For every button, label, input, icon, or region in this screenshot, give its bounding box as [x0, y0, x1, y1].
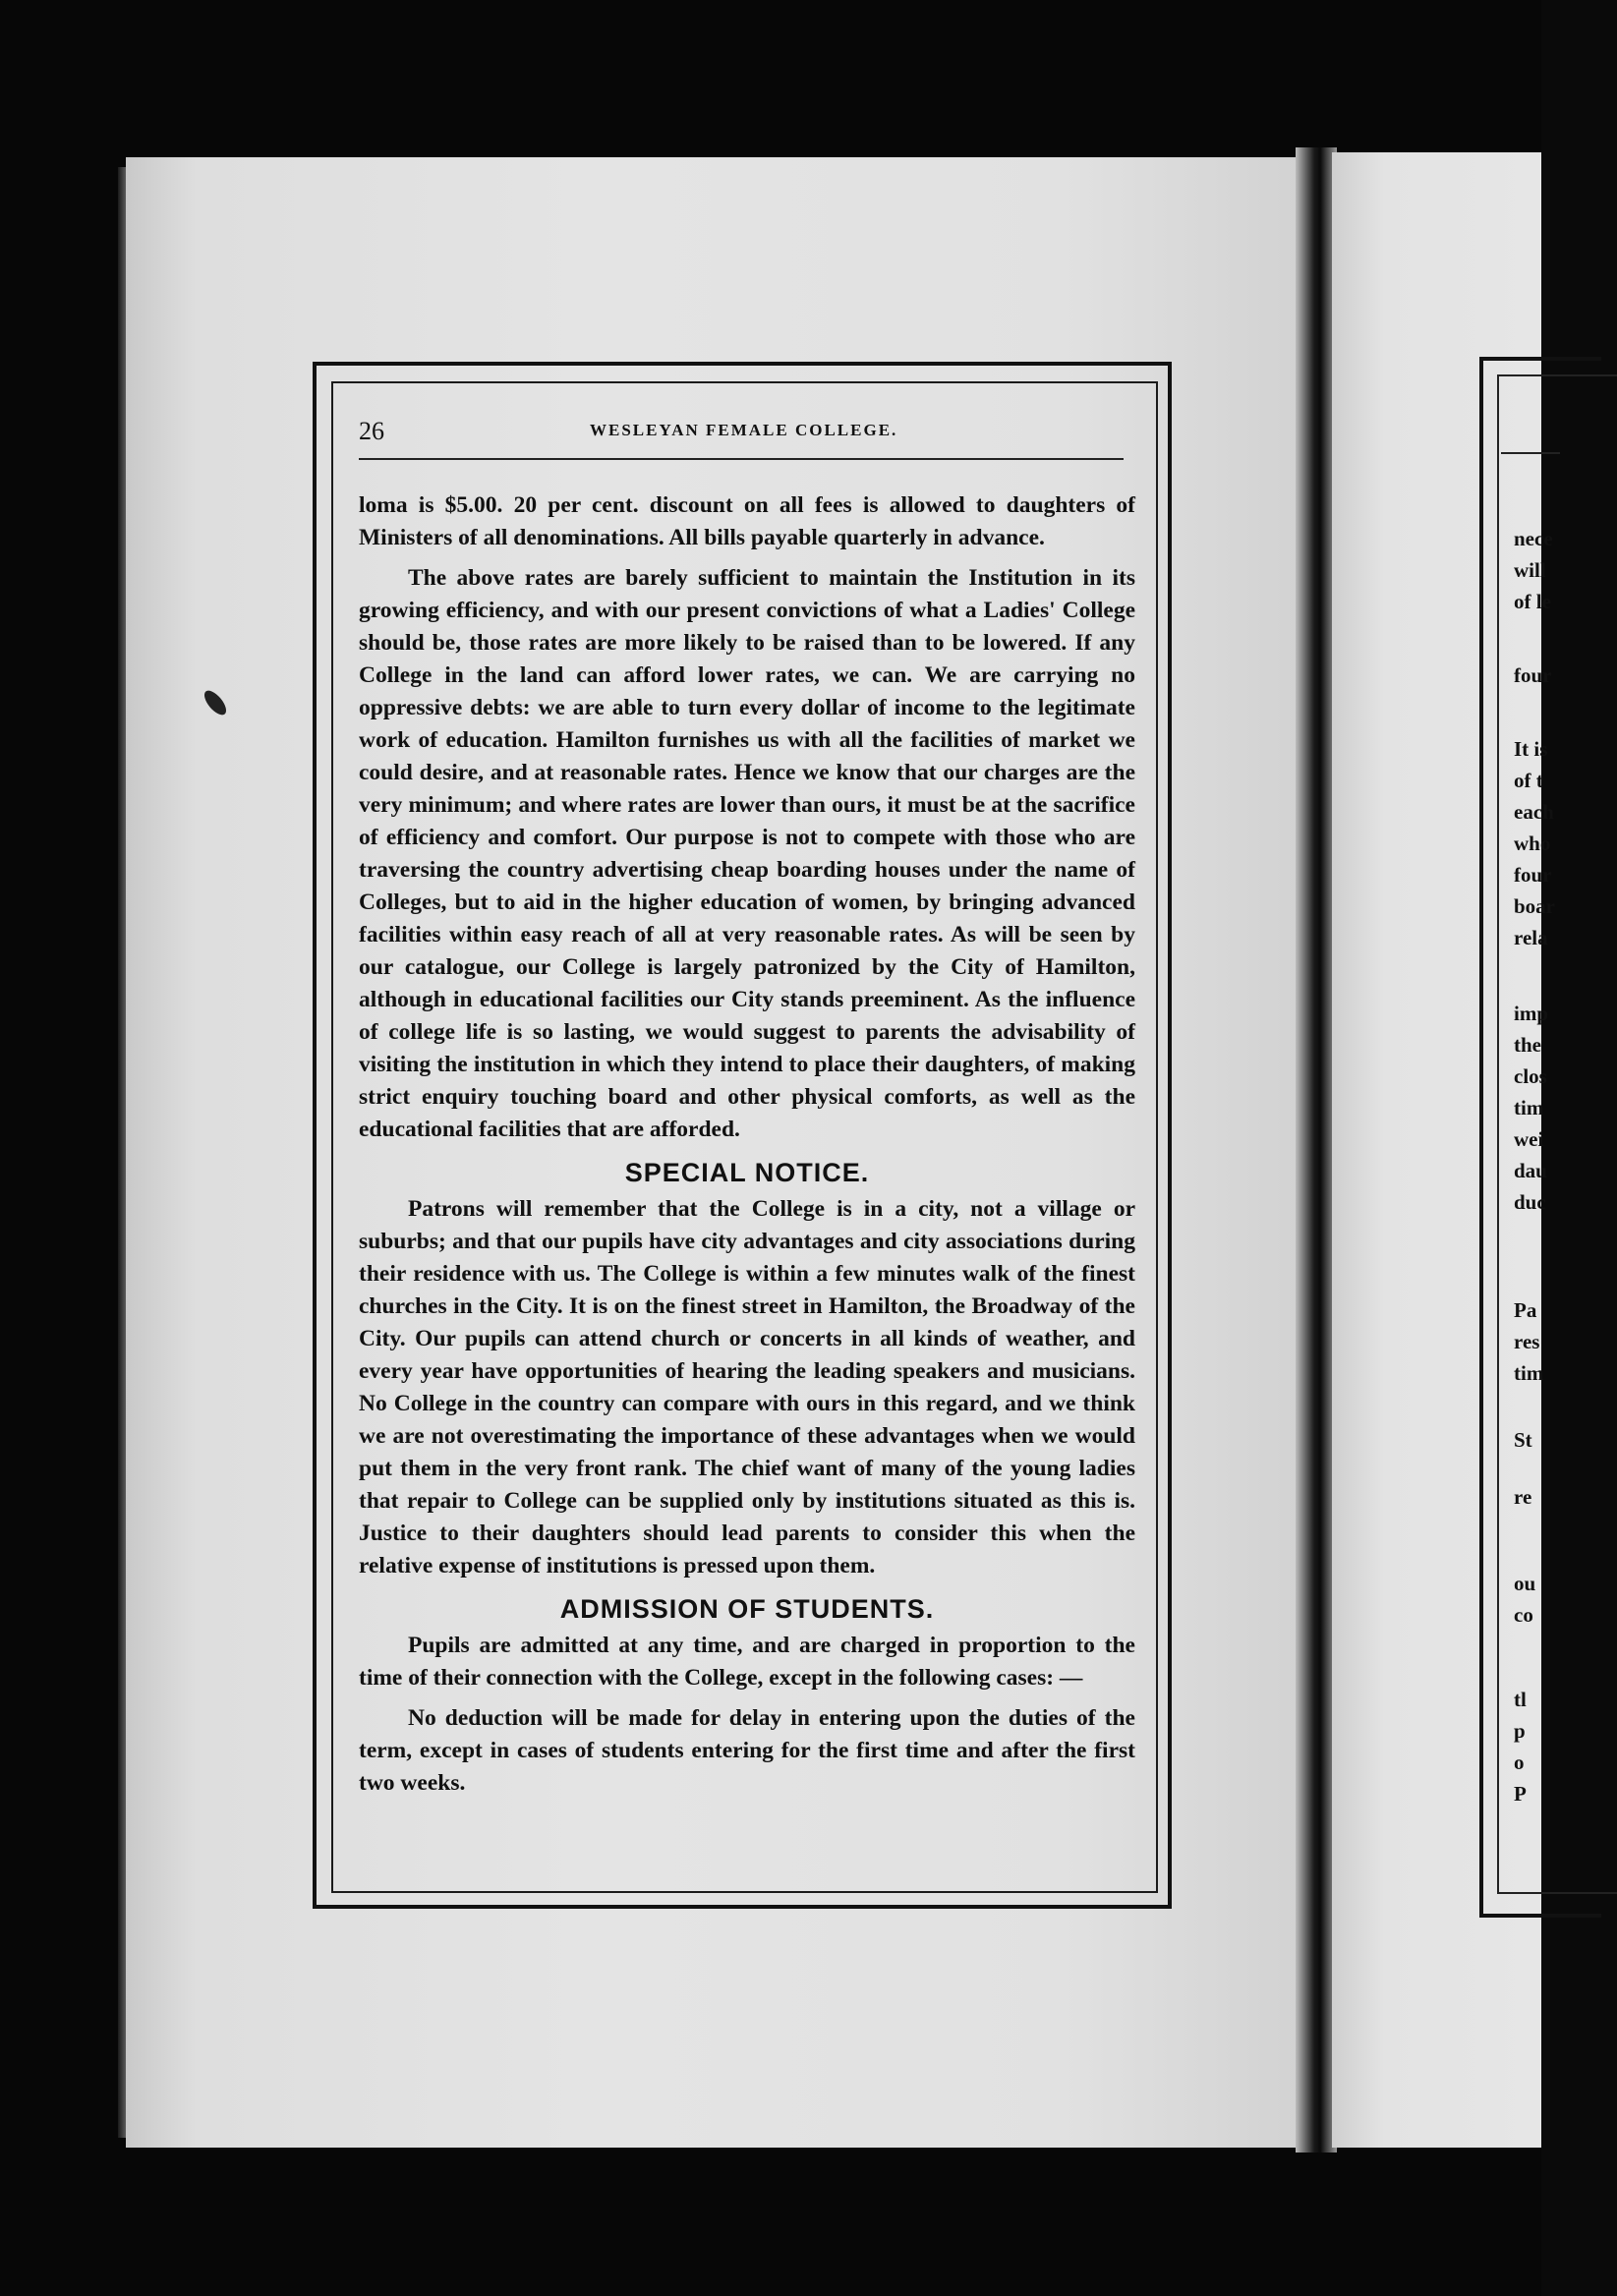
right-fragment: tim: [1514, 1361, 1544, 1385]
right-fragment: res: [1514, 1330, 1540, 1353]
right-fragment: P: [1514, 1782, 1527, 1806]
right-fragment: p: [1514, 1719, 1526, 1743]
right-fragment: re: [1514, 1485, 1532, 1509]
running-header: [359, 413, 1145, 452]
right-fragment: four: [1514, 863, 1552, 887]
paragraph: Patrons will remember that the College is in a city, not a village or suburbs; and that our pupils have city advantages and city associations during their residence with us. The College is within a few minutes walk of the finest churches in the City. It is on the finest street in Hamilton, the Broadway of the City. Our pupils can attend church or concerts in all kinds of weather, and every year have opportunities of hearing the leading speakers and musicians. No College in the country can compare with ours in this regard, and we think we are not overestimating the importance of these advantages when we would put them in the very front rank. The chief want of many of the young ladies that repair to College can be supplied only by institutions situated as this is. Justice to their daughters should lead parents to consider this when the relative expense of institutions is pressed upon them.: [359, 1196, 1135, 1578]
right-fragment: boar: [1514, 894, 1555, 918]
right-fragment: Pa: [1514, 1298, 1537, 1322]
right-fragment: wei: [1514, 1127, 1544, 1151]
page-content: [359, 413, 1145, 1800]
right-page: [1332, 152, 1555, 2148]
right-fragment: the: [1514, 1033, 1541, 1057]
right-fragment: nece: [1514, 527, 1553, 550]
body-text: [359, 489, 1135, 1800]
paragraph: loma is $5.00. 20 per cent. discount on all fees is allowed to daughters of Ministers of all denominations. All bills payable quarterly in advance.: [359, 492, 1135, 550]
section-heading-special-notice: SPECIAL NOTICE.: [624, 1158, 870, 1187]
right-page-head-rule: [1501, 452, 1560, 454]
section-heading-admission: ADMISSION OF STUDENTS.: [559, 1594, 935, 1624]
paragraph: The above rates are barely sufficient to maintain the Institution in its growing efficiency, and with our present convictions of what a Ladies' College should be, those rates are more likely to be raised than to be lowered. If any College in the land can afford lower rates, we can. We are carrying no oppressive debts: we are able to turn every dollar of income to the legitimate work of education. Hamilton furnishes us with all the facilities of market we could desire, and at reasonable rates. Hence we know that our charges are the very minimum; and where rates are lower than ours, it must be at the sacrifice of efficiency and comfort. Our purpose is not to compete with those who are traversing the country advertising cheap boarding houses under the name of Colleges, but to aid in the higher education of women, by bringing advanced facilities within easy reach of all at very reasonable rates. As will be seen by our catalogue, our College is largely patronized by the City of Hamilton, although in educational facilities our City stands preeminent. As the influence of college life is so lasting, we would suggest to parents the advisability of visiting the institution in which they intend to place their daughters, of making strict enquiry touching board and other physical comforts, as well as the educational facilities that are afforded.: [359, 565, 1135, 1142]
right-fragment: of t: [1514, 769, 1543, 792]
paragraph: No deduction will be made for delay in entering upon the duties of the term, except in cases of students entering for the first time and after the first two weeks.: [359, 1705, 1135, 1796]
right-fragment: four: [1514, 663, 1552, 687]
right-fragment: o: [1514, 1751, 1525, 1774]
right-fragment: It is: [1514, 737, 1548, 761]
right-fragment: tl: [1514, 1688, 1527, 1711]
right-fragment: imp: [1514, 1002, 1549, 1025]
right-fragment: clos: [1514, 1064, 1547, 1088]
right-fragment: rela: [1514, 926, 1548, 949]
right-fragment: will: [1514, 558, 1546, 582]
right-fragment: of le: [1514, 590, 1551, 613]
right-fragment: St: [1514, 1428, 1532, 1452]
header-rule: [359, 458, 1124, 460]
right-fragment: co: [1514, 1603, 1533, 1627]
right-fragment: ou: [1514, 1572, 1536, 1595]
right-fragment: duc: [1514, 1190, 1546, 1214]
right-fragment: dau: [1514, 1159, 1547, 1182]
page-number: 26: [359, 417, 384, 445]
running-title: WESLEYAN FEMALE COLLEGE.: [590, 421, 898, 439]
right-fragment: who: [1514, 832, 1551, 855]
right-fragment: each: [1514, 800, 1554, 824]
paragraph: Pupils are admitted at any time, and are charged in proportion to the time of their connection with the College, except in the following cases: —: [359, 1633, 1135, 1691]
book-gutter: [1296, 147, 1337, 2152]
right-fragment: tim: [1514, 1096, 1544, 1119]
